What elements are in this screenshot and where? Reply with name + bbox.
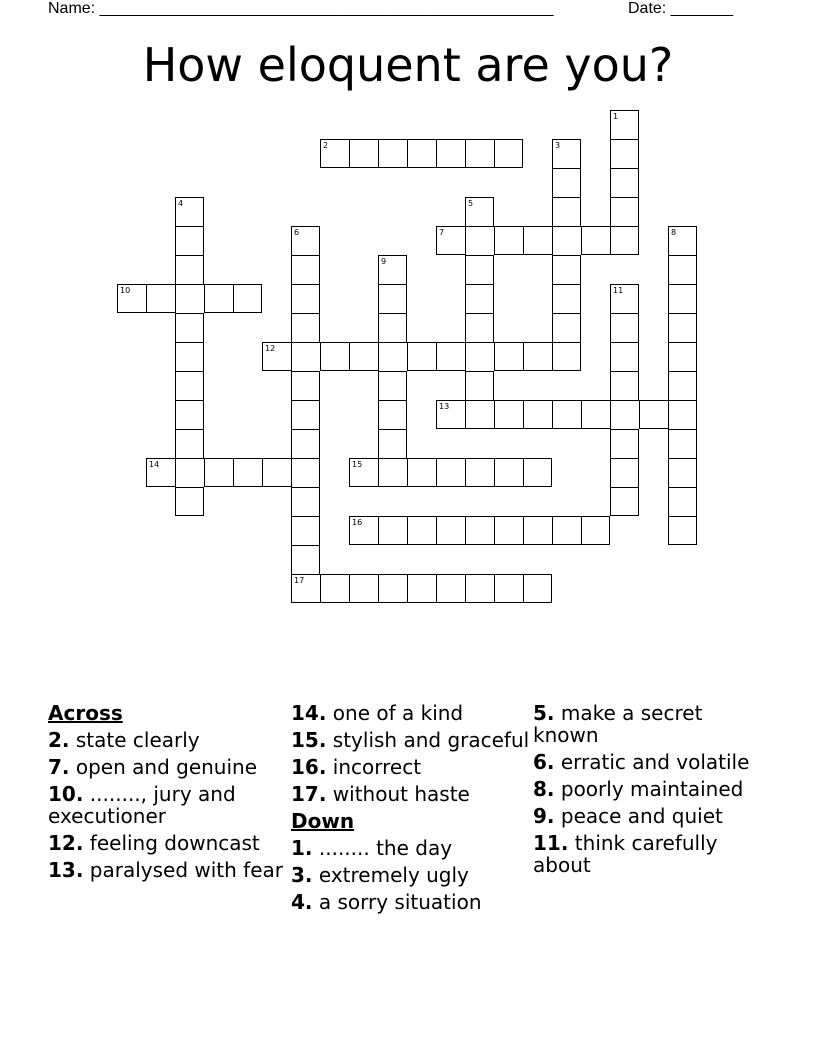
crossword-cell[interactable] (668, 284, 697, 313)
crossword-cell[interactable] (291, 458, 320, 487)
crossword-cell[interactable] (175, 284, 204, 313)
crossword-cell[interactable] (407, 342, 436, 371)
cell-clue-number: 14 (149, 460, 160, 469)
crossword-cell[interactable] (552, 342, 581, 371)
crossword-cell[interactable] (610, 139, 639, 168)
crossword-cell[interactable] (494, 400, 523, 429)
crossword-cell[interactable] (378, 516, 407, 545)
crossword-cell[interactable] (610, 313, 639, 342)
crossword-cell[interactable] (610, 429, 639, 458)
crossword-cell[interactable] (494, 139, 523, 168)
crossword-cell[interactable] (552, 255, 581, 284)
clue-number: 4. (291, 890, 313, 914)
crossword-cell[interactable] (465, 342, 494, 371)
crossword-cell[interactable] (668, 226, 697, 255)
clue-text: ........ the day (318, 836, 453, 860)
crossword-cell[interactable] (465, 284, 494, 313)
clue-text: erratic and volatile (560, 750, 750, 774)
crossword-cell[interactable] (378, 458, 407, 487)
clue-across-13 (48, 859, 288, 881)
clue-down-8 (533, 778, 763, 800)
cell-clue-number: 16 (352, 518, 363, 527)
crossword-cell[interactable] (668, 313, 697, 342)
crossword-cell[interactable] (291, 342, 320, 371)
clue-down-9 (533, 805, 763, 827)
crossword-cell[interactable] (494, 226, 523, 255)
crossword-cell[interactable] (378, 429, 407, 458)
clue-text: open and genuine (75, 755, 258, 779)
clue-number: 5. (533, 701, 555, 725)
crossword-cell[interactable] (465, 516, 494, 545)
clue-text: state clearly (75, 728, 200, 752)
crossword-cell[interactable] (233, 458, 262, 487)
crossword-cell[interactable] (349, 342, 378, 371)
crossword-cell[interactable] (523, 458, 552, 487)
crossword-cell[interactable] (175, 342, 204, 371)
clue-text: one of a kind (332, 701, 464, 725)
cell-clue-number: 8 (671, 228, 677, 237)
crossword-cell[interactable] (668, 371, 697, 400)
crossword-cell[interactable] (291, 545, 320, 574)
crossword-cell[interactable] (378, 284, 407, 313)
crossword-cell[interactable] (465, 139, 494, 168)
crossword-cell[interactable] (494, 458, 523, 487)
cell-clue-number: 4 (178, 199, 184, 208)
clue-down-6 (533, 751, 763, 773)
clue-across-17 (291, 783, 531, 805)
crossword-cell[interactable] (523, 400, 552, 429)
crossword-cell[interactable] (291, 400, 320, 429)
clue-number: 17. (291, 782, 327, 806)
crossword-cell[interactable] (494, 342, 523, 371)
clue-number: 11. (533, 831, 569, 855)
crossword-cell[interactable] (610, 487, 639, 516)
crossword-cell[interactable] (465, 255, 494, 284)
clue-number: 13. (48, 858, 84, 882)
crossword-cell[interactable] (610, 371, 639, 400)
crossword-cell[interactable] (291, 226, 320, 255)
crossword-cell[interactable] (175, 458, 204, 487)
crossword-cell[interactable] (465, 226, 494, 255)
crossword-cell[interactable] (436, 342, 465, 371)
crossword-cell[interactable] (262, 458, 291, 487)
crossword-cell[interactable] (552, 313, 581, 342)
clue-across-10 (48, 783, 288, 827)
clue-across-12 (48, 832, 288, 854)
crossword-cell[interactable] (204, 284, 233, 313)
clue-text: paralysed with fear (89, 858, 284, 882)
cell-clue-number: 3 (555, 141, 561, 150)
crossword-cell[interactable] (349, 516, 378, 545)
date-field-label[interactable]: Date: _______ (628, 0, 733, 17)
crossword-cell[interactable] (320, 139, 349, 168)
crossword-cell[interactable] (610, 400, 639, 429)
clue-number: 12. (48, 831, 84, 855)
clue-text: stylish and graceful (332, 728, 530, 752)
crossword-cell[interactable] (465, 458, 494, 487)
crossword-cell[interactable] (378, 371, 407, 400)
crossword-cell[interactable] (436, 516, 465, 545)
crossword-cell[interactable] (668, 458, 697, 487)
crossword-cell[interactable] (523, 516, 552, 545)
crossword-cell[interactable] (291, 429, 320, 458)
crossword-cell[interactable] (552, 284, 581, 313)
clue-text: extremely ugly (318, 863, 469, 887)
crossword-cell[interactable] (552, 516, 581, 545)
crossword-cell[interactable] (378, 342, 407, 371)
clue-across-2 (48, 729, 288, 751)
crossword-cell[interactable] (465, 371, 494, 400)
clue-down-5 (533, 702, 763, 746)
crossword-cell[interactable] (639, 400, 668, 429)
crossword-cell[interactable] (523, 574, 552, 603)
crossword-cell[interactable] (523, 226, 552, 255)
crossword-cell[interactable] (291, 313, 320, 342)
crossword-cell[interactable] (581, 400, 610, 429)
clue-number: 15. (291, 728, 327, 752)
crossword-cell[interactable] (146, 284, 175, 313)
crossword-cell[interactable] (668, 487, 697, 516)
crossword-cell[interactable] (581, 226, 610, 255)
crossword-cell[interactable] (320, 574, 349, 603)
clue-across-14 (291, 702, 531, 724)
crossword-cell[interactable] (233, 284, 262, 313)
crossword-cell[interactable] (610, 197, 639, 226)
crossword-cell[interactable] (552, 226, 581, 255)
crossword-cell[interactable] (465, 574, 494, 603)
clue-text: peace and quiet (560, 804, 723, 828)
clue-number: 9. (533, 804, 555, 828)
crossword-cell[interactable] (175, 197, 204, 226)
clue-across-7 (48, 756, 288, 778)
cell-clue-number: 17 (294, 576, 305, 585)
crossword-cell[interactable] (291, 255, 320, 284)
clue-number: 8. (533, 777, 555, 801)
crossword-cell[interactable] (465, 313, 494, 342)
name-field-label[interactable]: Name: ___________________________________________________ (48, 0, 554, 17)
crossword-cell[interactable] (407, 574, 436, 603)
cell-clue-number: 11 (613, 286, 624, 295)
clue-down-1 (291, 837, 531, 859)
cell-clue-number: 7 (439, 228, 445, 237)
clue-text: poorly maintained (560, 777, 744, 801)
crossword-cell[interactable] (436, 400, 465, 429)
crossword-cell[interactable] (291, 284, 320, 313)
cell-clue-number: 6 (294, 228, 300, 237)
clue-across-15 (291, 729, 531, 751)
crossword-cell[interactable] (581, 516, 610, 545)
clue-number: 10. (48, 782, 84, 806)
crossword-cell[interactable] (436, 139, 465, 168)
crossword-cell[interactable] (175, 429, 204, 458)
clue-text: feeling downcast (89, 831, 260, 855)
cell-clue-number: 1 (613, 112, 619, 121)
crossword-cell[interactable] (291, 516, 320, 545)
cell-clue-number: 9 (381, 257, 387, 266)
crossword-cell[interactable] (175, 371, 204, 400)
cell-clue-number: 10 (120, 286, 131, 295)
crossword-cell[interactable] (378, 400, 407, 429)
crossword-cell[interactable] (494, 516, 523, 545)
clue-across-16 (291, 756, 531, 778)
crossword-cell[interactable] (175, 487, 204, 516)
crossword-cell[interactable] (552, 400, 581, 429)
clue-number: 2. (48, 728, 70, 752)
crossword-cell[interactable] (668, 516, 697, 545)
crossword-cell[interactable] (349, 139, 378, 168)
crossword-cell[interactable] (407, 139, 436, 168)
crossword-cell[interactable] (291, 487, 320, 516)
clues-column-1 (48, 702, 288, 886)
crossword-cell[interactable] (436, 574, 465, 603)
crossword-cell[interactable] (407, 516, 436, 545)
clue-text: incorrect (332, 755, 422, 779)
clue-number: 14. (291, 701, 327, 725)
crossword-cell[interactable] (552, 168, 581, 197)
crossword-cell[interactable] (349, 574, 378, 603)
clue-number: 1. (291, 836, 313, 860)
crossword-cell[interactable] (175, 313, 204, 342)
crossword-cell[interactable] (494, 574, 523, 603)
crossword-cell[interactable] (349, 458, 378, 487)
clue-down-3 (291, 864, 531, 886)
crossword-cell[interactable] (378, 255, 407, 284)
down-heading: Down (291, 809, 355, 833)
cell-clue-number: 15 (352, 460, 363, 469)
crossword-cell[interactable] (175, 226, 204, 255)
crossword-cell[interactable] (117, 284, 146, 313)
cell-clue-number: 13 (439, 402, 450, 411)
cell-clue-number: 5 (468, 199, 474, 208)
crossword-cell[interactable] (407, 458, 436, 487)
clue-down-4 (291, 891, 531, 913)
crossword-cell[interactable] (436, 226, 465, 255)
crossword-cell[interactable] (552, 139, 581, 168)
crossword-cell[interactable] (436, 458, 465, 487)
crossword-cell[interactable] (204, 458, 233, 487)
crossword-cell[interactable] (610, 458, 639, 487)
crossword-cell[interactable] (320, 342, 349, 371)
clue-number: 6. (533, 750, 555, 774)
crossword-cell[interactable] (668, 429, 697, 458)
crossword-cell[interactable] (610, 110, 639, 139)
crossword-cell[interactable] (146, 458, 175, 487)
crossword-cell[interactable] (291, 371, 320, 400)
crossword-cell[interactable] (610, 284, 639, 313)
clue-text: a sorry situation (318, 890, 482, 914)
clue-down-11 (533, 832, 763, 876)
crossword-cell[interactable] (291, 574, 320, 603)
crossword-cell[interactable] (610, 342, 639, 371)
clue-number: 3. (291, 863, 313, 887)
crossword-cell[interactable] (668, 400, 697, 429)
crossword-cell[interactable] (610, 168, 639, 197)
cell-clue-number: 12 (265, 344, 276, 353)
clue-text: make a secret known (533, 701, 703, 747)
across-heading: Across (48, 701, 123, 725)
crossword-cell[interactable] (610, 226, 639, 255)
clues-column-3 (533, 702, 763, 881)
clues-column-2 (291, 702, 531, 918)
crossword-cell[interactable] (668, 255, 697, 284)
crossword-cell[interactable] (378, 139, 407, 168)
crossword-cell[interactable] (523, 342, 552, 371)
crossword-cell[interactable] (668, 342, 697, 371)
clue-number: 7. (48, 755, 70, 779)
crossword-cell[interactable] (465, 197, 494, 226)
crossword-cell[interactable] (175, 400, 204, 429)
cell-clue-number: 2 (323, 141, 329, 150)
clue-text: ........, jury and executioner (48, 782, 236, 828)
clue-text: without haste (332, 782, 470, 806)
crossword-cell[interactable] (552, 197, 581, 226)
page-title: How eloquent are you? (142, 38, 674, 92)
clue-text: think carefully about (533, 831, 718, 877)
crossword-cell[interactable] (465, 400, 494, 429)
crossword-cell[interactable] (175, 255, 204, 284)
clue-number: 16. (291, 755, 327, 779)
crossword-cell[interactable] (378, 313, 407, 342)
crossword-cell[interactable] (378, 574, 407, 603)
crossword-cell[interactable] (262, 342, 291, 371)
